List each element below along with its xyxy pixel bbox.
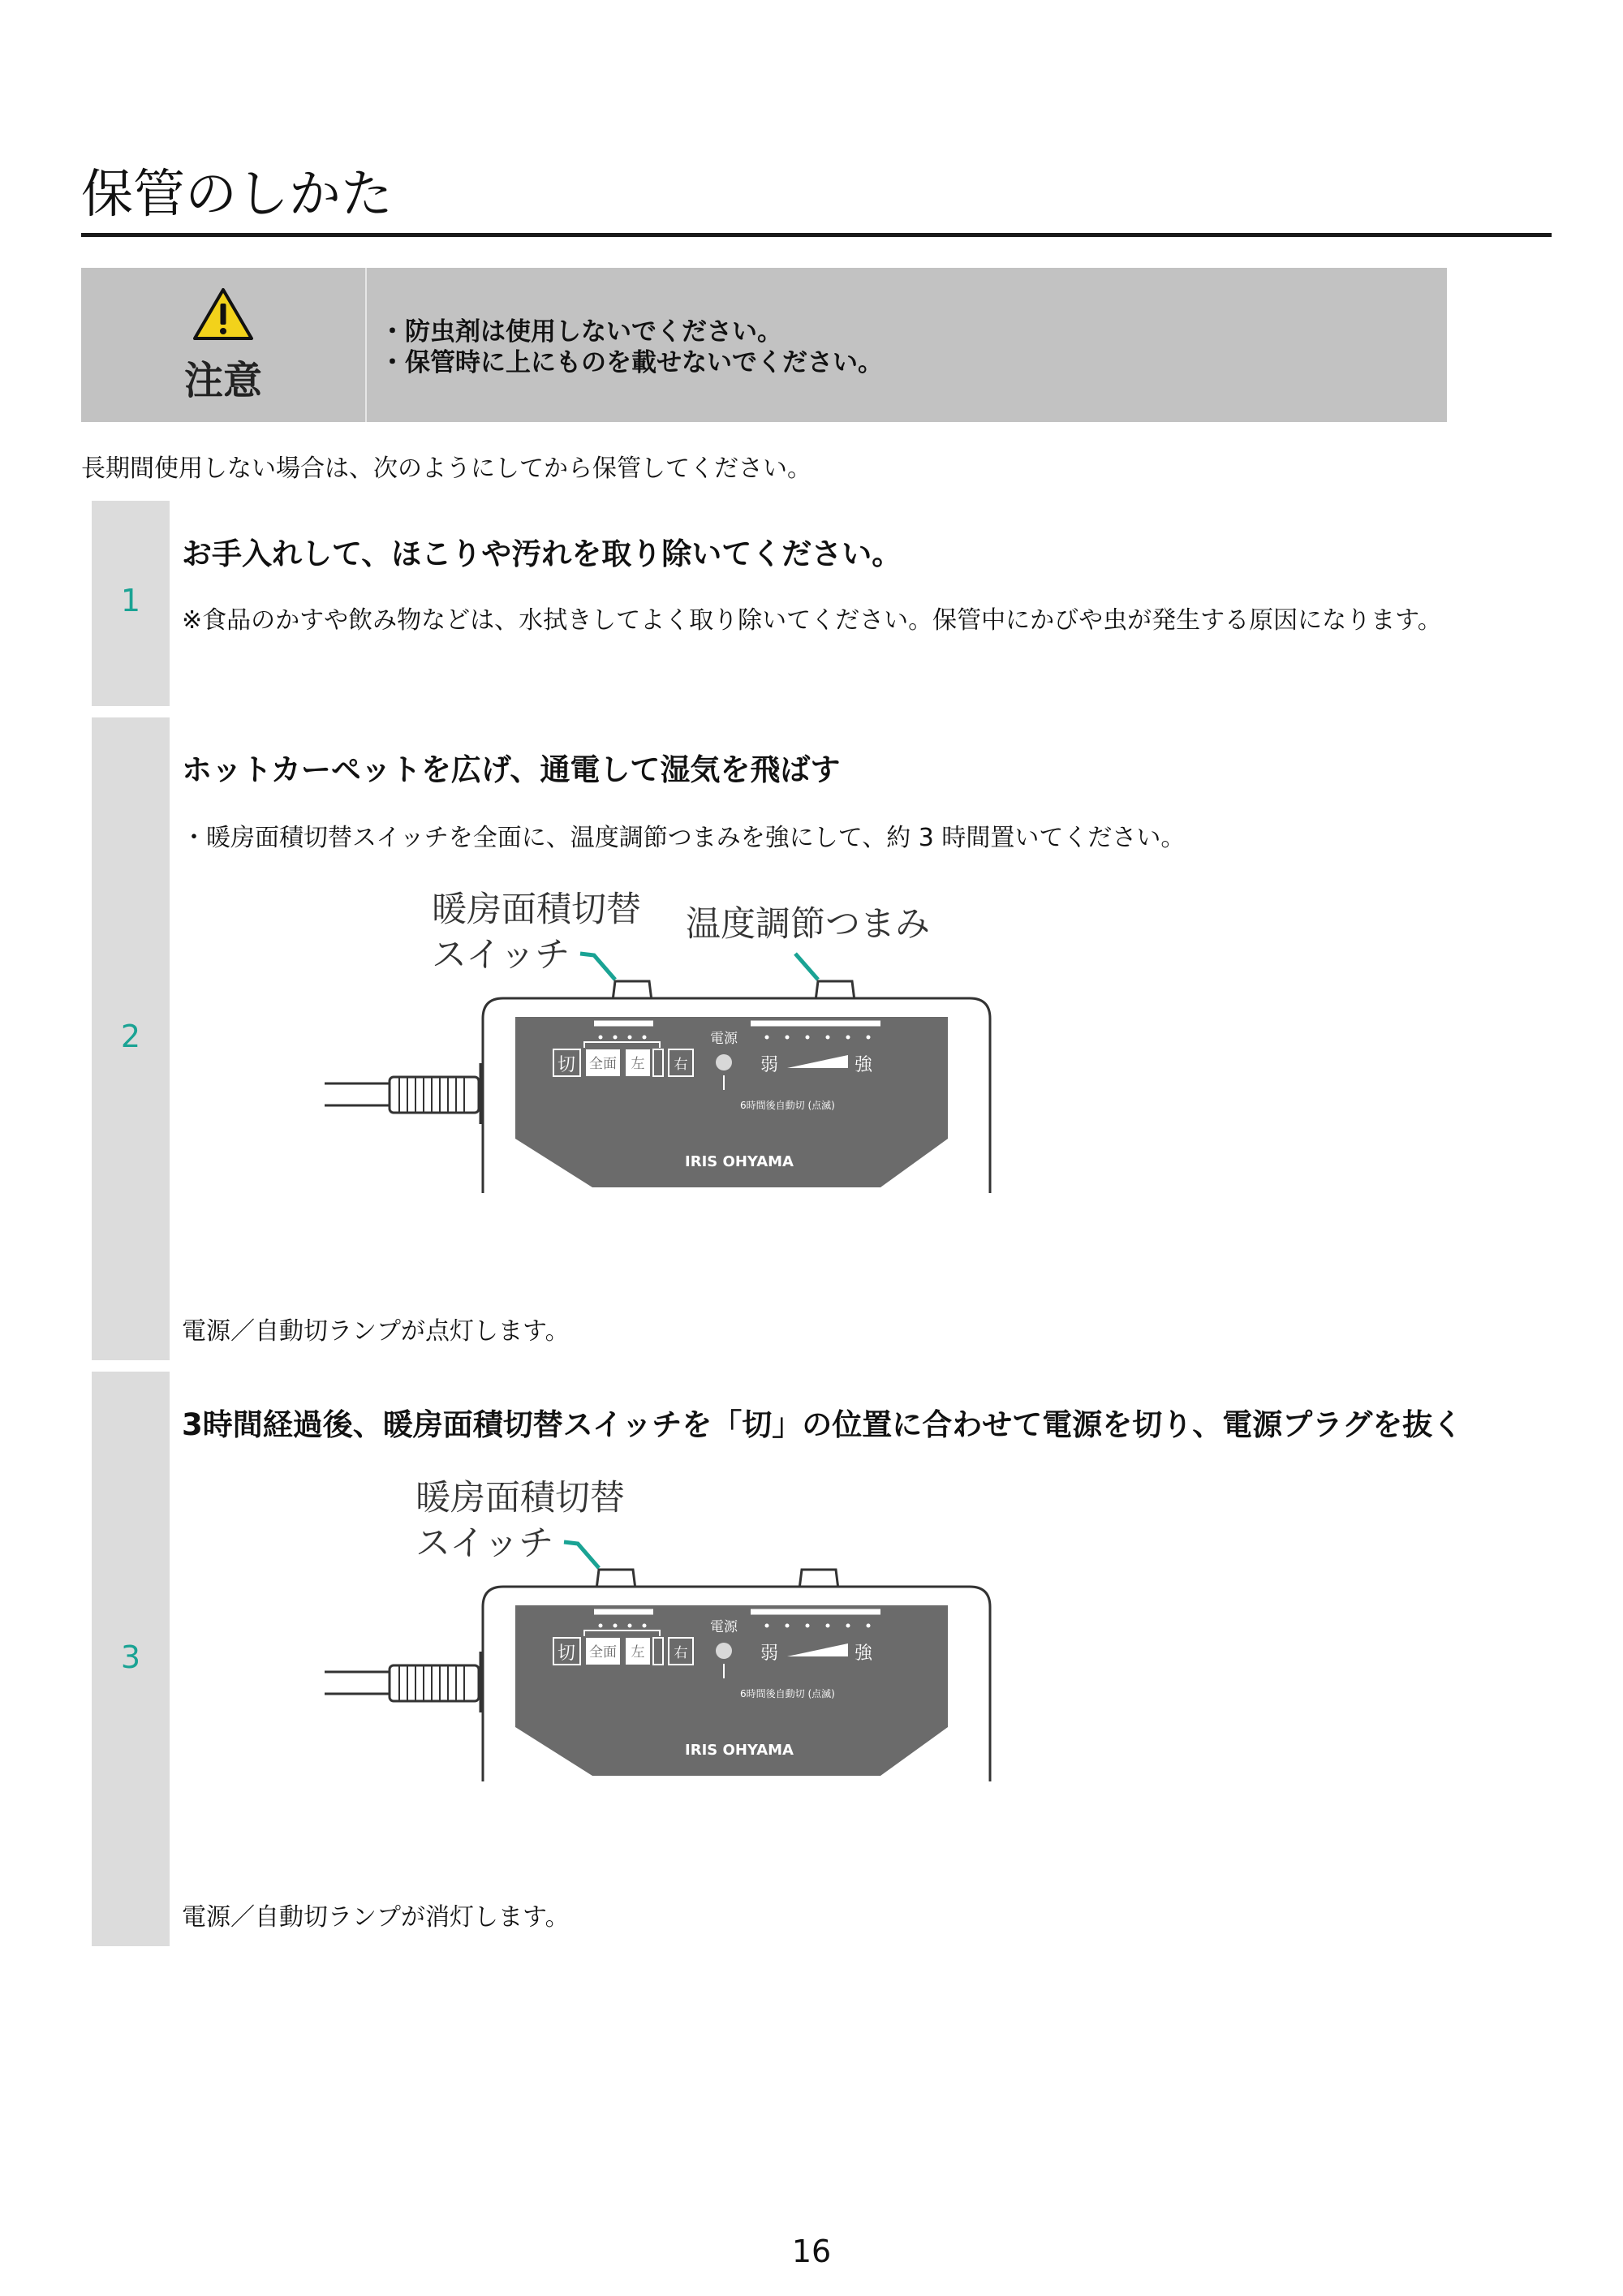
power-label: 電源 <box>710 1619 738 1635</box>
switch-left-label: 左 <box>631 1056 645 1072</box>
step-3-title: 3時間経過後、暖房面積切替スイッチを「切」の位置に合わせて電源を切り、電源プラグを抜く <box>182 1407 1463 1442</box>
switch-right-label: 右 <box>674 1057 688 1073</box>
weak-label: 弱 <box>760 1055 779 1075</box>
power-lamp <box>716 1054 732 1070</box>
label-switch: スイッチ <box>432 935 570 976</box>
caution-item: ・ 防虫剤は使用しないでください。 <box>380 317 883 347</box>
controller-illustration-1 <box>308 889 1022 1197</box>
pointer-line-knob <box>795 954 818 980</box>
step-2-text: ・暖房面積切替スイッチを全面に、温度調節つまみを強にして、約 3 時間置いてください。 <box>182 824 1186 852</box>
step-1-number: 1 <box>120 583 141 618</box>
weak-label: 弱 <box>760 1643 779 1664</box>
strong-label: 強 <box>855 1055 873 1075</box>
step-1-text: ※食品のかすや飲み物などは、水拭きしてよく取り除いてください。保管中にかびや虫が発生する原因になります。 <box>182 606 1442 635</box>
strong-label: 強 <box>855 1643 873 1664</box>
label-area-switch: 暖房面積切替 <box>432 890 641 930</box>
caution-list <box>380 317 883 378</box>
brand-logo: IRIS OHYAMA <box>685 1742 794 1759</box>
switch-full-label: 全面 <box>589 1056 617 1072</box>
timer-label: 6時間後自動切 (点滅) <box>740 1688 835 1699</box>
caution-divider <box>365 268 367 422</box>
title-rule <box>81 233 1552 237</box>
step-2-number: 2 <box>120 1019 141 1054</box>
power-lamp <box>716 1643 732 1659</box>
timer-label: 6時間後自動切 (点滅) <box>740 1100 835 1111</box>
step-2-note: 電源／自動切ランプが点灯します。 <box>182 1317 570 1346</box>
step-3-number: 3 <box>120 1639 141 1675</box>
label-temp-knob: 温度調節つまみ <box>686 904 930 945</box>
caution-box <box>81 268 1447 422</box>
step-1-title: お手入れして、ほこりや汚れを取り除いてください。 <box>182 536 902 571</box>
controller-illustration-2 <box>308 1477 1022 1786</box>
caution-header <box>81 268 365 422</box>
label-area-switch: 暖房面積切替 <box>415 1478 625 1518</box>
brand-logo: IRIS OHYAMA <box>685 1153 794 1170</box>
label-switch: スイッチ <box>415 1523 554 1564</box>
step-3-note: 電源／自動切ランプが消灯します。 <box>182 1903 570 1932</box>
caution-item: ・ 保管時に上にものを載せないでください。 <box>380 347 883 378</box>
switch-full-label: 全面 <box>589 1644 617 1661</box>
switch-off-label: 切 <box>557 1055 576 1075</box>
intro-text: 長期間使用しない場合は、次のようにしてから保管してください。 <box>81 454 812 483</box>
switch-right-label: 右 <box>674 1645 688 1661</box>
warning-triangle-icon <box>192 287 254 341</box>
power-label: 電源 <box>710 1031 738 1047</box>
switch-left-label: 左 <box>631 1644 645 1661</box>
pointer-line-switch <box>580 954 615 980</box>
switch-off-label: 切 <box>557 1643 576 1664</box>
cord-bushing <box>390 1665 479 1701</box>
page-number: 16 <box>791 2234 832 2269</box>
step-2-title: ホットカーペットを広げ、通電して湿気を飛ばす <box>182 752 841 787</box>
cord-bushing <box>390 1077 479 1113</box>
page-title: 保管のしかた <box>81 165 393 225</box>
pointer-line-switch <box>564 1542 599 1568</box>
caution-label: 注意 <box>183 358 262 403</box>
